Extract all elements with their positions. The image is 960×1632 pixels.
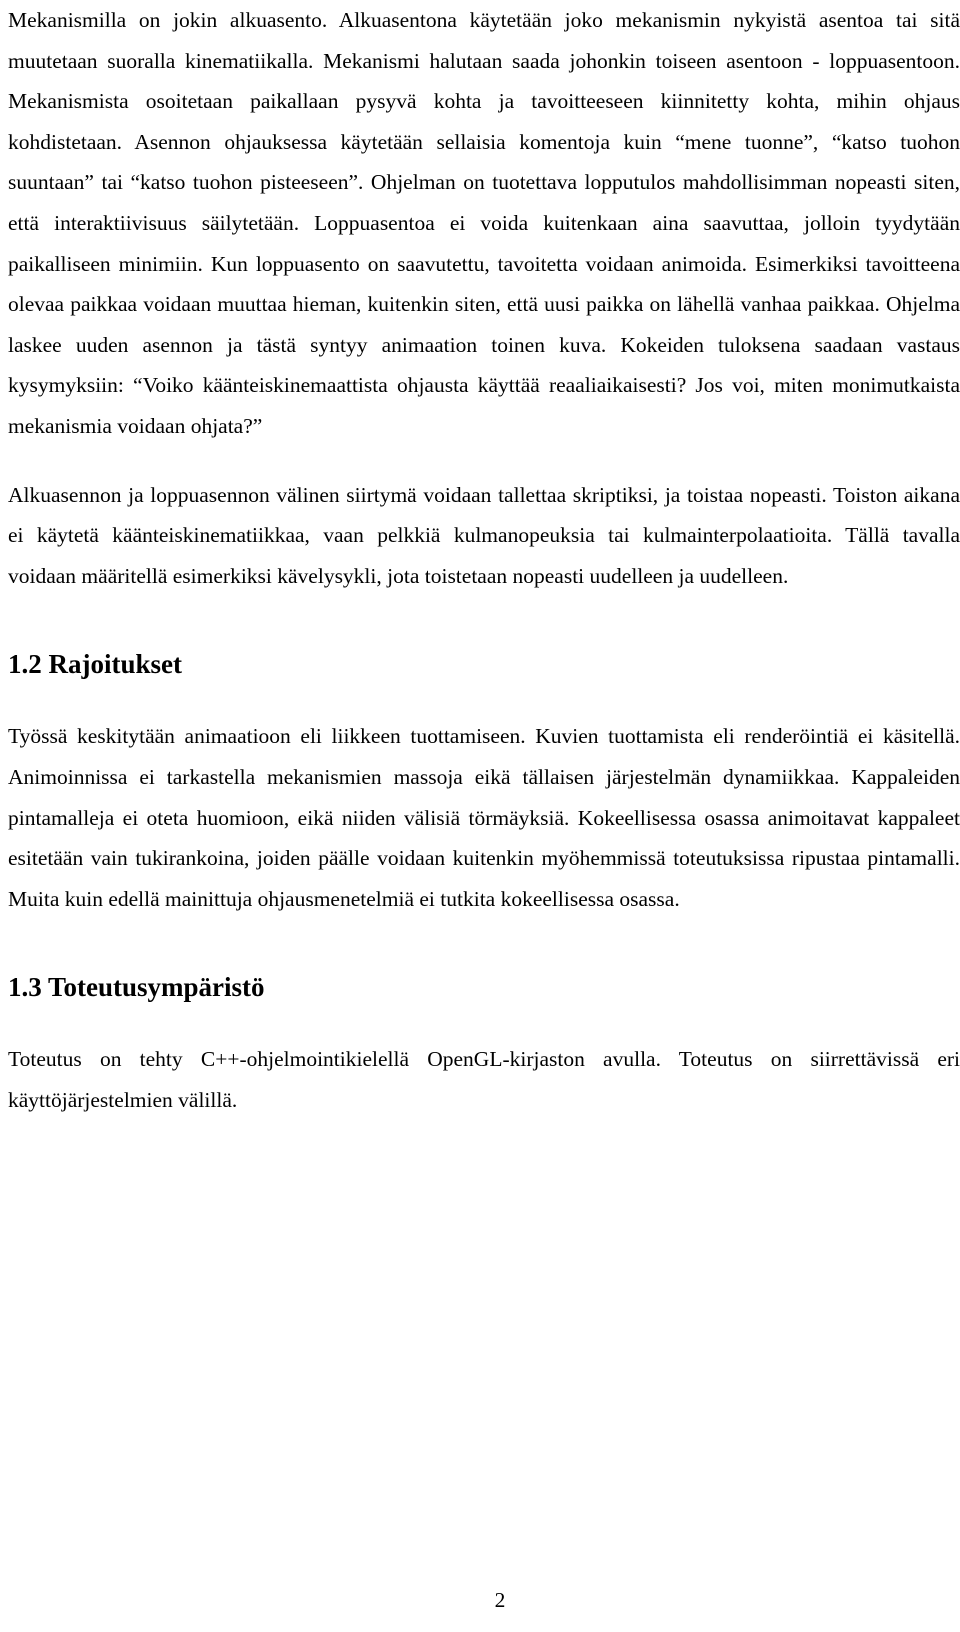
page-number: 2 xyxy=(494,1588,506,1612)
body-paragraph: Mekanismilla on jokin alkuasento. Alkuasentona käytetään joko mekanismin nykyistä asentoa tai sitä muutetaan suoralla kinematiikalla. Mekanismi halutaan saada johonkin toiseen asentoon - loppuasentoon. Mekanismista osoitetaan paikallaan pysyvä kohta ja tavoitteeseen kiinnitetty kohta, mihin ohjaus kohdistetaan. Asennon ohjauksessa käytetään sellaisia komentoja kuin “mene tuonne”, “katso tuohon suuntaan” tai “katso tuohon pisteeseen”. Ohjelman on tuotettava lopputulos mahdollisimman nopeasti siten, että interaktiivisuus säilytetään. Loppuasentoa ei voida kuitenkaan aina saavuttaa, jolloin tyydytään paikalliseen minimiin. Kun loppuasento on saavutettu, tavoitetta voidaan animoida. Esimerkiksi tavoitteena olevaa paikkaa voidaan muuttaa hieman, kuitenkin siten, että uusi paikka on lähellä vanhaa paikkaa. Ohjelma laskee uuden asennon ja tästä syntyy animaation toinen kuva. Kokeiden tuloksena saadaan vastaus kysymyksiin: “Voiko käänteiskinemaattista ohjausta käyttää reaaliaikaisesti? Jos voi, miten monimutkaista mekanismia voidaan ohjata?” xyxy=(8,8,960,438)
section-heading-rajoitukset: 1.2 Rajoitukset xyxy=(8,649,182,680)
section-heading-toteutusymparisto: 1.3 Toteutusympäristö xyxy=(8,972,265,1003)
section-body-toteutusymparisto: Toteutus on tehty C++-ohjelmointikielellä OpenGL-kirjaston avulla. Toteutus on siirrettävissä eri käyttöjärjestelmien välillä. xyxy=(8,1047,960,1112)
document-page xyxy=(8,0,960,1120)
section-body-rajoitukset: Työssä keskitytään animaatioon eli liikkeen tuottamiseen. Kuvien tuottamista eli renderöintiä ei käsitellä. Animoinnissa ei tarkastella mekanismien massoja eikä tällaisen järjestelmän dynamiikkaa. Kappaleiden pintamalleja ei oteta huomioon, eikä niiden välisiä törmäyksiä. Kokeellisessa osassa animoitavat kappaleet esitetään vain tukirankoina, joiden päälle voidaan kuitenkin myöhemmissä toteutuksissa ripustaa pintamalli. Muita kuin edellä mainittuja ohjausmenetelmiä ei tutkita kokeellisessa osassa. xyxy=(8,724,960,911)
body-paragraph: Alkuasennon ja loppuasennon välinen siirtymä voidaan tallettaa skriptiksi, ja toistaa nopeasti. Toiston aikana ei käytetä käänteiskinematiikkaa, vaan pelkkiä kulmanopeuksia tai kulmainterpolaatioita. Tällä tavalla voidaan määritellä esimerkiksi kävelysykli, jota toistetaan nopeasti uudelleen ja uudelleen. xyxy=(8,482,960,588)
